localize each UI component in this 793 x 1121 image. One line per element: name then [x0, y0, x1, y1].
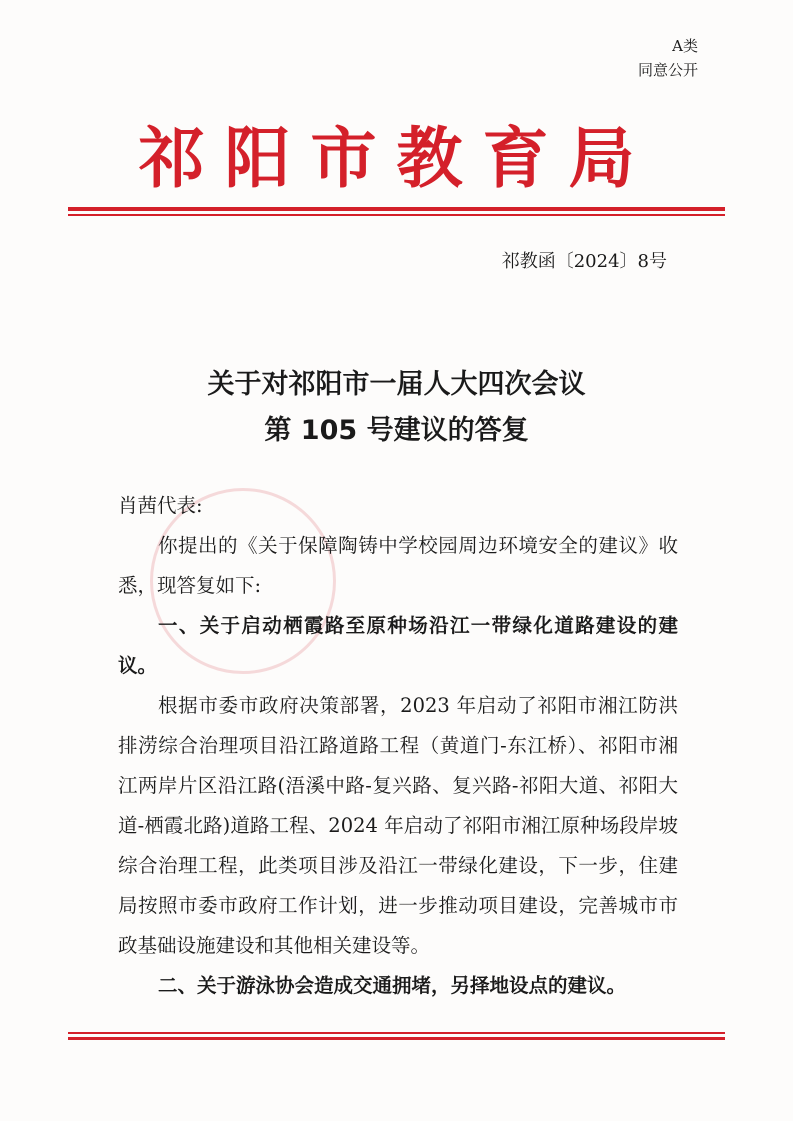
intro-paragraph: 你提出的《关于保障陶铸中学校园周边环境安全的建议》收悉，现答复如下: [118, 534, 678, 597]
footer-rule-thick [68, 1037, 725, 1040]
document-body [118, 486, 678, 1006]
section-heading-2: 二、关于游泳协会造成交通拥堵，另择地设点的建议。 [158, 974, 627, 997]
doc-title-line1: 关于对祁阳市一届人大四次会议 [207, 369, 586, 400]
salutation: 肖茜代表: [118, 494, 203, 517]
classification-label: A类 [672, 37, 698, 55]
header-rule-thick [68, 207, 725, 211]
footer-rule-thin [68, 1032, 725, 1034]
document-number: 祁教函〔2024〕8号 [501, 251, 667, 272]
doc-title-line2: 第 105 号建议的答复 [264, 415, 529, 446]
header-rule-thin [68, 214, 725, 216]
section-heading-1: 一、关于启动栖霞路至原种场沿江一带绿化道路建设的建议。 [118, 614, 678, 677]
disclosure-label: 同意公开 [637, 61, 698, 79]
org-title: 祁阳市教育局 [138, 119, 655, 197]
body-paragraph-1: 根据市委市政府决策部署，2023 年启动了祁阳市湘江防洪排涝综合治理项目沿江路道路工程（黄道门-东江桥）、祁阳市湘江两岸片区沿江路(浯溪中路-复兴路、复兴路-祁阳大道、祁阳大道-栖霞北路)道路工程、2024 年启动了祁阳市湘江原种场段岸坡综合治理工程，此类项目涉及沿江一带绿化建设，下一步，住建局按照市委市政府工作计划，进一步推动项目建设，完善城市市政基础设施建设和其他相关建设等。 [118, 694, 678, 957]
